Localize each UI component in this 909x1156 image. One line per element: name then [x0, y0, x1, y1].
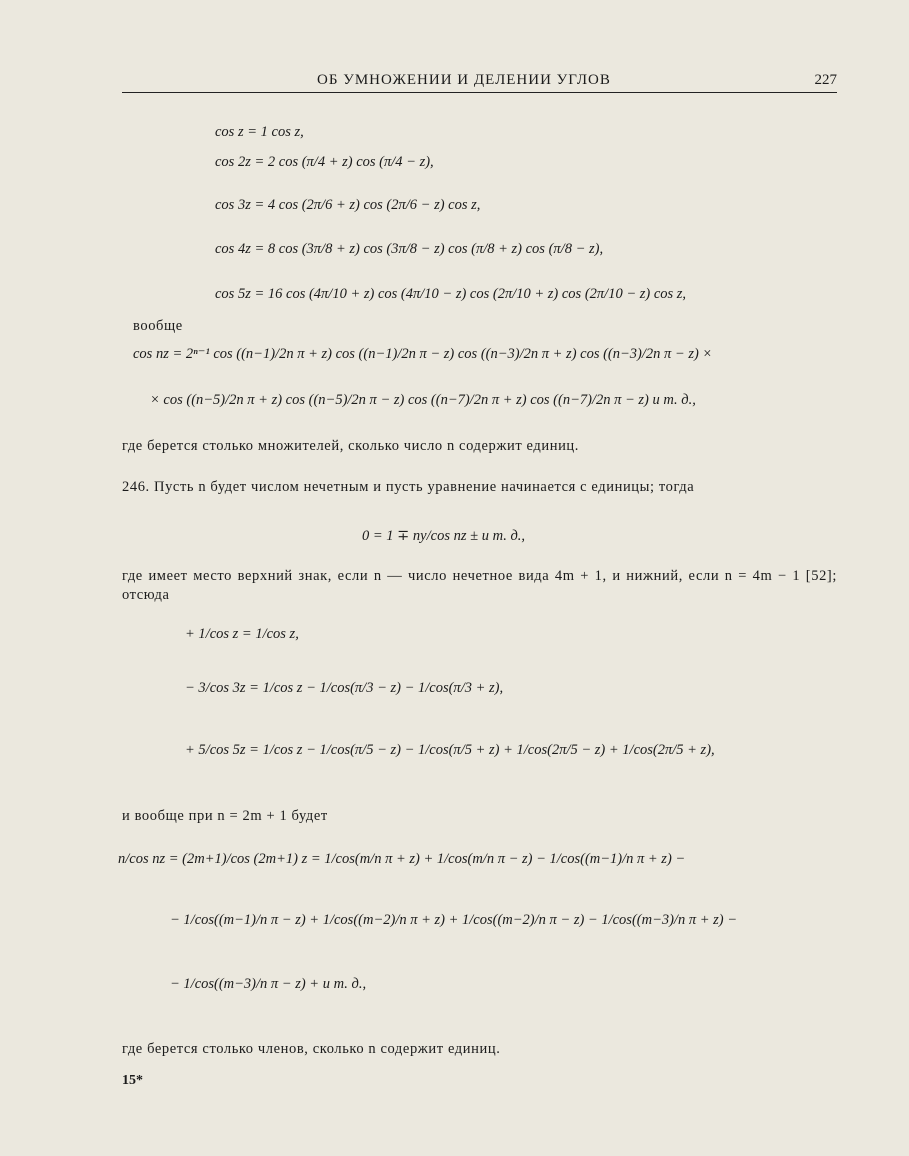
product-formula-1: cos z = 1 cos z,	[215, 124, 304, 140]
running-header	[122, 72, 837, 93]
paragraph-sign-rule: где имеет место верхний знак, если n — число нечетное вида 4m + 1, и нижний, если n = 4m − 1 [52]; отсюда	[122, 568, 837, 603]
product-formula-2: cos 2z = 2 cos (π/4 + z) cos (π/4 − z),	[215, 154, 434, 170]
header-title: ОБ УМНОЖЕНИИ И ДЕЛЕНИИ УГЛОВ	[317, 72, 611, 88]
sum-formula-line-2: − 1/cos((m−1)/n π − z) + 1/cos((m−2)/n π + z) + 1/cos((m−2)/n π − z) − 1/cos((m−3)/n π + z) −	[170, 912, 738, 928]
reciprocal-formula-3: − 3/cos 3z = 1/cos z − 1/cos(π/3 − z) − 1/cos(π/3 + z),	[185, 680, 504, 696]
paragraph-factors-count: где берется столько множителей, сколько число n содержит единиц.	[122, 438, 580, 454]
general-product-line-1: cos nz = 2ⁿ⁻¹ cos ((n−1)/2n π + z) cos ((n−1)/2n π − z) cos ((n−3)/2n π + z) cos ((n−3)/2n π − z) ×	[133, 346, 713, 362]
paragraph-general-case: и вообще при n = 2m + 1 будет	[122, 808, 328, 824]
word-generally: вообще	[133, 318, 183, 334]
main-equation: 0 = 1 ∓ ny/cos nz ± и т. д.,	[362, 528, 526, 544]
signature-mark: 15*	[122, 1073, 143, 1088]
reciprocal-formula-5: + 5/cos 5z = 1/cos z − 1/cos(π/5 − z) − 1/cos(π/5 + z) + 1/cos(2π/5 − z) + 1/cos(2π/5 + z),	[185, 742, 715, 758]
general-product-line-2: × cos ((n−5)/2n π + z) cos ((n−5)/2n π − z) cos ((n−7)/2n π + z) cos ((n−7)/2n π − z) и т. д.,	[150, 392, 696, 408]
product-formula-3: cos 3z = 4 cos (2π/6 + z) cos (2π/6 − z) cos z,	[215, 197, 481, 213]
page-number: 227	[814, 72, 837, 88]
reciprocal-formula-1: + 1/cos z = 1/cos z,	[185, 626, 299, 642]
paragraph-terms-count: где берется столько членов, сколько n содержит единиц.	[122, 1041, 501, 1057]
sum-formula-line-3: − 1/cos((m−3)/n π − z) + и т. д.,	[170, 976, 367, 992]
product-formula-5: cos 5z = 16 cos (4π/10 + z) cos (4π/10 − z) cos (2π/10 + z) cos (2π/10 − z) cos z,	[215, 286, 687, 302]
product-formula-4: cos 4z = 8 cos (3π/8 + z) cos (3π/8 − z) cos (π/8 + z) cos (π/8 − z),	[215, 241, 604, 257]
paragraph-246: 246. Пусть n будет числом нечетным и пусть уравнение начинается с единицы; тогда	[122, 479, 695, 495]
sum-formula-line-1: n/cos nz = (2m+1)/cos (2m+1) z = 1/cos(m/n π + z) + 1/cos(m/n π − z) − 1/cos((m−1)/n π + z) −	[118, 851, 686, 867]
